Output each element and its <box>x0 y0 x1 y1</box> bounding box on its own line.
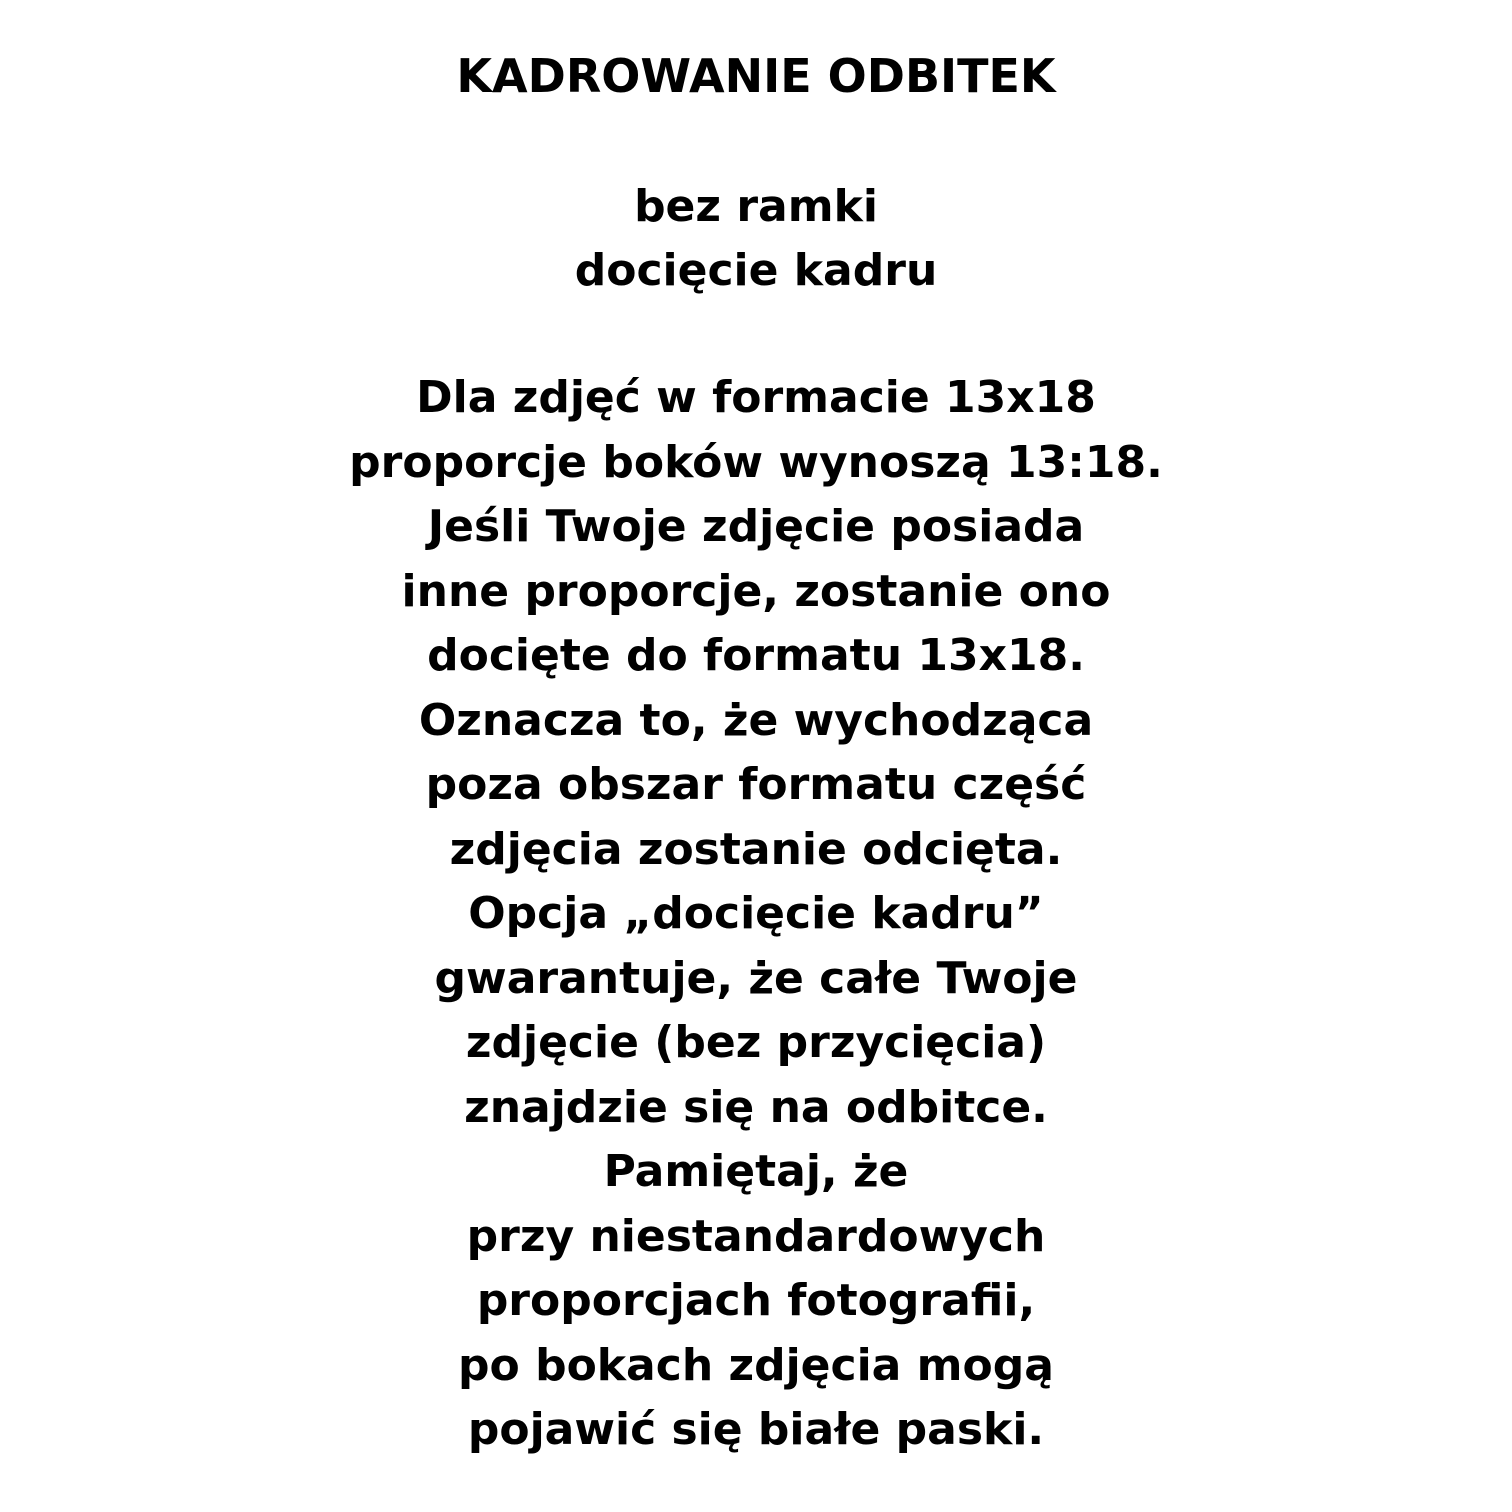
body-line: Dla zdjęć w formacie 13x18 <box>416 372 1096 423</box>
body-line: poza obszar formatu część <box>425 759 1087 810</box>
body-line: Jeśli Twoje zdjęcie posiada <box>427 501 1085 552</box>
body-line: Opcja „docięcie kadru” <box>468 888 1044 939</box>
body-line: zdjęcie (bez przycięcia) <box>465 1017 1047 1068</box>
body-line: pojawić się białe paski. <box>467 1404 1045 1455</box>
body-line: znajdzie się na odbitce. <box>464 1081 1048 1133</box>
body-line: przy niestandardowych <box>466 1210 1046 1262</box>
body-line: Oznacza to, że wychodząca <box>418 694 1094 746</box>
body-line: gwarantuje, że całe Twoje <box>434 952 1078 1004</box>
body-line: proporcje boków wynoszą 13:18. <box>349 436 1163 488</box>
body-line: zdjęcia zostanie odcięta. <box>449 823 1063 875</box>
body-line: inne proporcje, zostanie ono <box>401 565 1111 617</box>
body-line: Pamiętaj, że <box>603 1146 909 1197</box>
document-title: KADROWANIE ODBITEK <box>456 49 1056 103</box>
body-line: proporcjach fotografii, <box>476 1275 1036 1326</box>
subtitle-line-2: docięcie kadru <box>574 245 938 296</box>
body-line: docięte do formatu 13x18. <box>427 630 1085 681</box>
body-line: po bokach zdjęcia mogą <box>458 1339 1054 1391</box>
subtitle-line-1: bez ramki <box>634 181 878 232</box>
description-paragraph <box>0 366 1512 1463</box>
